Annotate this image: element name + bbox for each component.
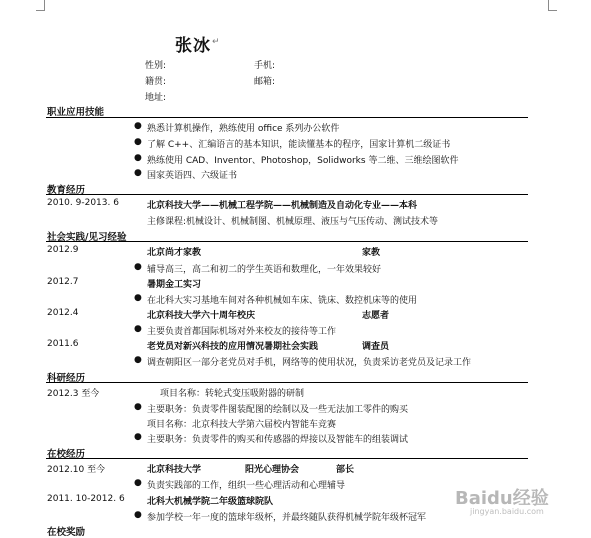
section-rule-skills <box>46 117 528 118</box>
social-org: 暑期金工实习 <box>147 280 202 290</box>
bullet-icon: ● <box>134 153 142 163</box>
phone-label: 手机: <box>254 61 276 71</box>
skill-item: 了解 C++、汇编语言的基本知识，能读懂基本的程序，国家计算机二级证书 <box>147 140 451 150</box>
bullet-icon: ● <box>134 168 142 178</box>
social-org: 北京尚才家教 <box>147 248 202 258</box>
watermark-url: jingyan.baidu.com <box>470 507 544 516</box>
resume-name: 张冰 <box>175 36 211 56</box>
campus-role: 部长 <box>336 465 355 475</box>
research-line: 主要职务：负责零件的购买和传感器的焊接以及智能车的组装调试 <box>147 435 409 445</box>
section-rule-education <box>46 194 528 195</box>
bullet-icon: ● <box>134 478 142 488</box>
page-corner-top-right <box>548 0 557 11</box>
research-line: 项目名称：北京科技大学第六届校内智能车竞赛 <box>147 420 337 430</box>
skill-item: 熟练使用 CAD、Inventor、Photoshop，Solidworks 等二维、三维绘图软件 <box>147 156 459 166</box>
campus-desc: 参加学校一年一度的篮球年级杯，并最终随队获得机械学院年级杯冠军 <box>147 513 427 523</box>
social-role: 家教 <box>362 248 381 258</box>
gender-label: 性别: <box>145 61 167 71</box>
bullet-icon: ● <box>134 293 142 303</box>
bullet-icon: ● <box>134 262 142 272</box>
social-date: 2012.4 <box>47 308 79 318</box>
bullet-icon: ● <box>134 510 142 520</box>
social-role: 调查员 <box>362 342 390 352</box>
research-line: 项目名称：转轮式变压吸附器的研制 <box>160 389 305 399</box>
education-date: 2010. 9-2013. 6 <box>47 198 119 208</box>
section-rule-campus <box>46 458 528 459</box>
bullet-icon: ● <box>134 355 142 365</box>
research-line: 主要职务：负责零件图装配图的绘制以及一些无法加工零件的购买 <box>147 405 409 415</box>
campus-dept: 阳光心理协会 <box>245 465 300 475</box>
campus-date: 2012.10 至今 <box>47 465 106 475</box>
social-desc: 辅导高三，高二和初二的学生英语和数理化，一年效果较好 <box>147 265 382 275</box>
social-org: 北京科技大学六十周年校庆 <box>147 311 256 321</box>
bullet-icon: ● <box>134 324 142 334</box>
campus-date: 2011. 10-2012. 6 <box>47 494 125 504</box>
campus-desc: 负责实践部的工作，组织一些心理活动和心理辅导 <box>147 481 346 491</box>
skill-item: 国家英语四、六级证书 <box>147 171 238 181</box>
social-role: 志愿者 <box>362 311 390 321</box>
education-courses: 主修课程:机械设计、机械制图、机械原理、液压与气压传动、测试技术等 <box>147 217 439 227</box>
paragraph-mark: ↵ <box>212 37 220 47</box>
skill-item: 熟悉计算机操作，熟练使用 office 系列办公软件 <box>147 124 340 134</box>
bullet-icon: ● <box>134 432 142 442</box>
address-label: 地址: <box>145 93 167 103</box>
section-title-education: 教育经历 <box>47 185 86 196</box>
section-rule-social <box>46 241 528 242</box>
bullet-icon: ● <box>134 402 142 412</box>
campus-org: 北京科技大学 <box>147 465 202 475</box>
section-title-research: 科研经历 <box>47 373 86 384</box>
bullet-icon: ● <box>134 137 142 147</box>
section-title-skills: 职业应用技能 <box>47 107 105 118</box>
social-date: 2012.7 <box>47 277 79 287</box>
bullet-icon: ● <box>134 121 142 131</box>
section-title-campus: 在校经历 <box>47 449 86 460</box>
social-desc: 主要负责首都国际机场对外来校友的接待等工作 <box>147 327 337 337</box>
section-title-awards: 在校奖励 <box>47 527 86 538</box>
research-date: 2012.3 至今 <box>47 389 100 399</box>
native-place-label: 籍贯: <box>145 77 167 87</box>
social-date: 2011.6 <box>47 339 79 349</box>
page-corner-top-left <box>36 0 45 11</box>
section-rule-research <box>46 382 528 383</box>
social-desc: 调查朝阳区一部分老党员对手机，网络等的使用状况，负责采访老党员及记录工作 <box>147 358 472 368</box>
section-title-social: 社会实践/见习经验 <box>47 232 127 243</box>
education-school: 北京科技大学——机械工程学院——机械制造及自动化专业——本科 <box>147 201 418 211</box>
social-org: 老党员对新兴科技的应用情况暑期社会实践 <box>147 342 319 352</box>
social-date: 2012.9 <box>47 245 79 255</box>
social-desc: 在北科大实习基地车间对各种机械如车床、铣床、数控机床等的使用 <box>147 296 418 306</box>
campus-org: 北科大机械学院二年级篮球院队 <box>147 497 274 507</box>
email-label: 邮箱: <box>254 77 276 87</box>
watermark-brand: Baidu经验 <box>455 488 549 509</box>
